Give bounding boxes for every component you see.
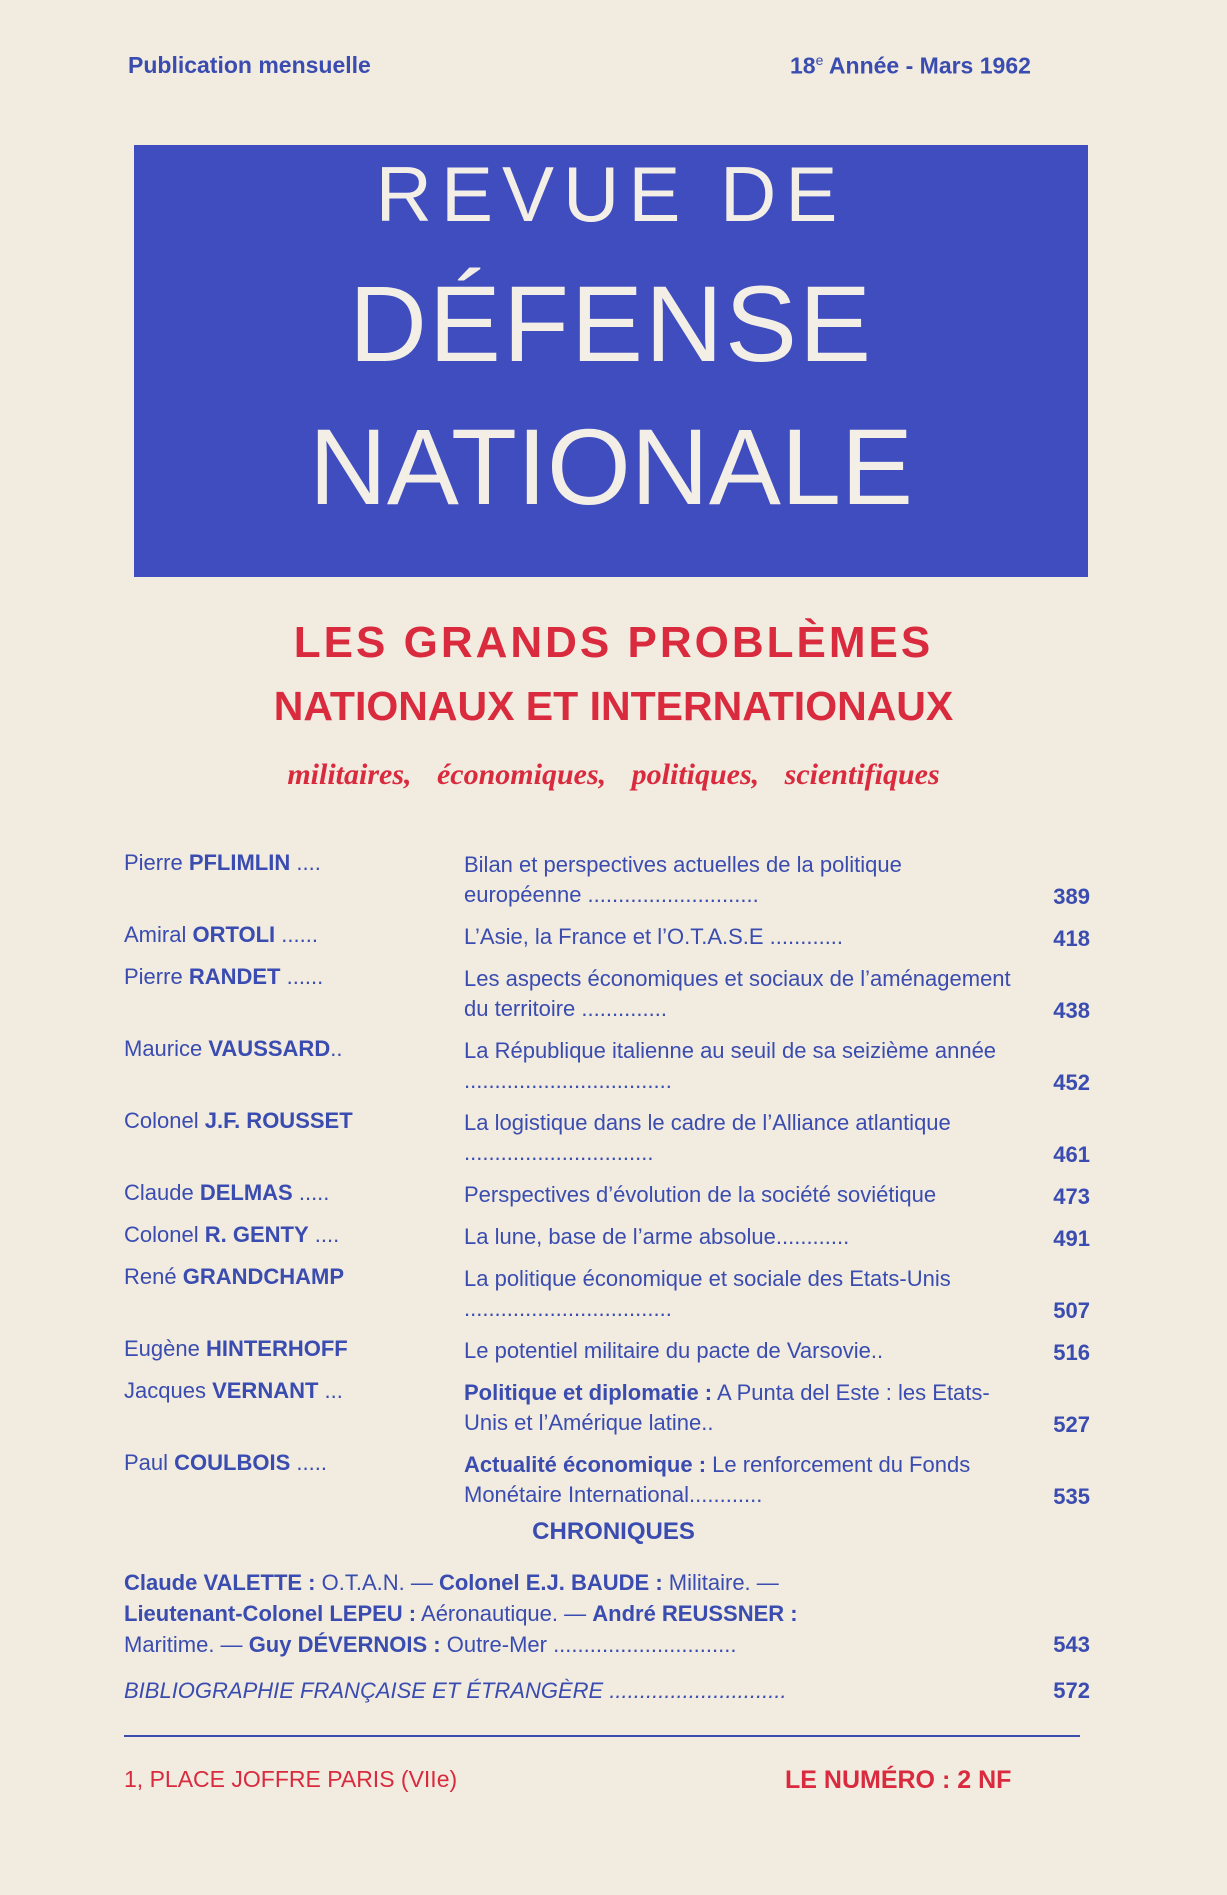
author-first-name: Pierre — [124, 850, 183, 875]
page-number: 491 — [1053, 1226, 1090, 1251]
author-first-name: Maurice — [124, 1036, 203, 1061]
toc-author — [124, 1450, 464, 1476]
masthead-line-2: DÉFENSE — [348, 263, 874, 384]
toc-entry — [124, 1180, 1090, 1210]
leader-dots: .... — [308, 1222, 340, 1247]
bibliography-line — [124, 1678, 1090, 1704]
page-number: 535 — [1053, 1484, 1090, 1509]
toc-title-text: A Punta del Este : les Etats-Unis et l’Amérique latine.. — [464, 1380, 990, 1435]
masthead-line-3: NATIONALE — [308, 406, 914, 527]
toc-title — [464, 1108, 1020, 1168]
chroniques-line-2 — [124, 1598, 1090, 1629]
toc-title — [464, 1222, 1020, 1252]
chronique-topic: Aéronautique. — — [416, 1601, 593, 1626]
page-number: 452 — [1053, 1070, 1090, 1095]
toc-author — [124, 964, 464, 990]
toc-entry — [124, 964, 1090, 1024]
toc-entry — [124, 1108, 1090, 1168]
toc-author — [124, 850, 464, 876]
leader-dots: ..... — [290, 1450, 327, 1475]
publication-frequency: Publication mensuelle — [128, 52, 371, 78]
toc-entry — [124, 922, 1090, 952]
toc-title-text: Le potentiel militaire du pacte de Varsovie.. — [464, 1338, 884, 1363]
author-first-name: Eugène — [124, 1336, 200, 1361]
chronique-topic: O.T.A.N. — — [315, 1570, 439, 1595]
toc-title-bold: Actualité économique : — [464, 1452, 707, 1477]
chronique-topic: Maritime. — — [124, 1632, 249, 1657]
toc-title-bold: Politique et diplomatie : — [464, 1380, 713, 1405]
toc-author — [124, 1378, 464, 1404]
masthead — [134, 145, 1088, 577]
toc-author — [124, 1180, 464, 1206]
author-first-name: Claude — [124, 1180, 194, 1205]
toc-author — [124, 1336, 464, 1362]
toc-entry — [124, 1336, 1090, 1366]
bibliography-text: BIBLIOGRAPHIE FRANÇAISE ET ÉTRANGÈRE ............................. — [124, 1678, 787, 1703]
page-number: 516 — [1053, 1340, 1090, 1365]
author-first-name: René — [124, 1264, 177, 1289]
leader-dots: ..... — [292, 1180, 330, 1205]
author-first-name: Colonel — [124, 1222, 199, 1247]
subtitle-line-3: militaires, économiques, politiques, scientifiques — [287, 758, 940, 791]
toc-entry — [124, 1450, 1090, 1510]
toc-entry — [124, 1222, 1090, 1252]
page-number: 527 — [1053, 1412, 1090, 1437]
chronique-author: Lieutenant-Colonel LEPEU : — [124, 1601, 417, 1626]
chronique-topic: Militaire. — — [662, 1570, 779, 1595]
author-last-name: GRANDCHAMP — [182, 1264, 345, 1289]
toc-entry — [124, 1036, 1090, 1096]
toc-title — [464, 1036, 1020, 1096]
page-number: 389 — [1053, 884, 1090, 909]
page-number: 473 — [1053, 1184, 1090, 1209]
leader-dots: .... — [290, 850, 321, 875]
toc-title — [464, 1336, 1020, 1366]
year-suffix: e — [815, 52, 824, 68]
author-last-name: ORTOLI — [192, 922, 276, 947]
price: LE NUMÉRO : 2 NF — [785, 1766, 1012, 1794]
toc-title — [464, 1450, 1020, 1510]
toc-author — [124, 922, 464, 948]
subtitle-line-2: NATIONAUX ET INTERNATIONAUX — [273, 683, 954, 729]
toc-title-text: Les aspects économiques et sociaux de l’aménagement du territoire .............. — [464, 966, 1011, 1021]
divider — [124, 1735, 1080, 1737]
toc-author — [124, 1036, 464, 1062]
toc-author — [124, 1222, 464, 1248]
author-first-name: Jacques — [124, 1378, 206, 1403]
author-last-name: COULBOIS — [174, 1450, 291, 1475]
leader-dots: ...... — [280, 964, 324, 989]
page-number: 461 — [1053, 1142, 1090, 1167]
author-first-name: Colonel — [124, 1108, 199, 1133]
author-last-name: DELMAS — [199, 1180, 293, 1205]
author-first-name: Pierre — [124, 964, 183, 989]
chroniques-heading: CHRONIQUES — [532, 1518, 695, 1545]
chronique-author: André REUSSNER : — [592, 1601, 798, 1626]
toc-entry — [124, 1264, 1090, 1324]
author-last-name: J.F. ROUSSET — [204, 1108, 353, 1133]
author-last-name: R. GENTY — [204, 1222, 309, 1247]
chronique-author: Colonel E.J. BAUDE : — [438, 1570, 663, 1595]
author-last-name: PFLIMLIN — [188, 850, 291, 875]
toc-author — [124, 1264, 464, 1290]
toc-title-text: L’Asie, la France et l’O.T.A.S.E ............ — [464, 924, 844, 949]
page-number: 438 — [1053, 998, 1090, 1023]
toc-title — [464, 850, 1020, 910]
toc-title-text: Perspectives d’évolution de la société soviétique — [464, 1182, 937, 1207]
page-number: 418 — [1053, 926, 1090, 951]
toc-title-text: La République italienne au seuil de sa seizième année .................................. — [464, 1038, 997, 1093]
year-number: 18 — [790, 52, 816, 79]
author-last-name: HINTERHOFF — [205, 1336, 348, 1361]
masthead-line-1: REVUE DE — [375, 150, 847, 238]
chroniques-line-1 — [124, 1567, 1090, 1598]
address: 1, PLACE JOFFRE PARIS (VIIe) — [124, 1766, 458, 1792]
toc-entry — [124, 1378, 1090, 1438]
toc-title — [464, 964, 1020, 1024]
chronique-author: Claude VALETTE : — [124, 1570, 316, 1595]
issue-date — [790, 52, 1031, 80]
year-rest: Année - Mars 1962 — [823, 52, 1031, 79]
leader-dots: .. — [330, 1036, 343, 1061]
toc-title-text: La lune, base de l’arme absolue............ — [464, 1224, 850, 1249]
author-first-name: Paul — [124, 1450, 169, 1475]
leader-dots: ...... — [275, 922, 318, 947]
toc-title — [464, 1180, 1020, 1210]
toc-title-text: La politique économique et sociale des Etats-Unis .................................. — [464, 1266, 951, 1321]
toc-title — [464, 922, 1020, 952]
chronique-topic: Outre-Mer .............................. — [440, 1632, 737, 1657]
leader-dots: ... — [318, 1378, 343, 1403]
toc-entry — [124, 850, 1090, 910]
toc-title — [464, 1264, 1020, 1324]
toc-author — [124, 1108, 464, 1134]
chronique-author: Guy DÉVERNOIS : — [248, 1632, 441, 1657]
author-last-name: RANDET — [188, 964, 281, 989]
author-last-name: VERNANT — [212, 1378, 319, 1403]
toc-title-text: Le renforcement du Fonds Monétaire International............ — [464, 1452, 971, 1507]
page-number: 507 — [1053, 1298, 1090, 1323]
chroniques-block — [124, 1567, 1090, 1660]
toc-title-text: La logistique dans le cadre de l’Alliance atlantique ............................... — [464, 1110, 951, 1165]
author-last-name: VAUSSARD — [208, 1036, 331, 1061]
page-number: 543 — [1053, 1632, 1090, 1657]
chroniques-line-3 — [124, 1629, 1090, 1660]
page-number: 572 — [1053, 1678, 1090, 1703]
author-first-name: Amiral — [124, 922, 187, 947]
toc-title — [464, 1378, 1020, 1438]
table-of-contents — [124, 850, 1090, 1510]
subtitle-line-1: LES GRANDS PROBLÈMES — [293, 618, 934, 667]
toc-title-text: Bilan et perspectives actuelles de la politique européenne ............................ — [464, 852, 902, 907]
